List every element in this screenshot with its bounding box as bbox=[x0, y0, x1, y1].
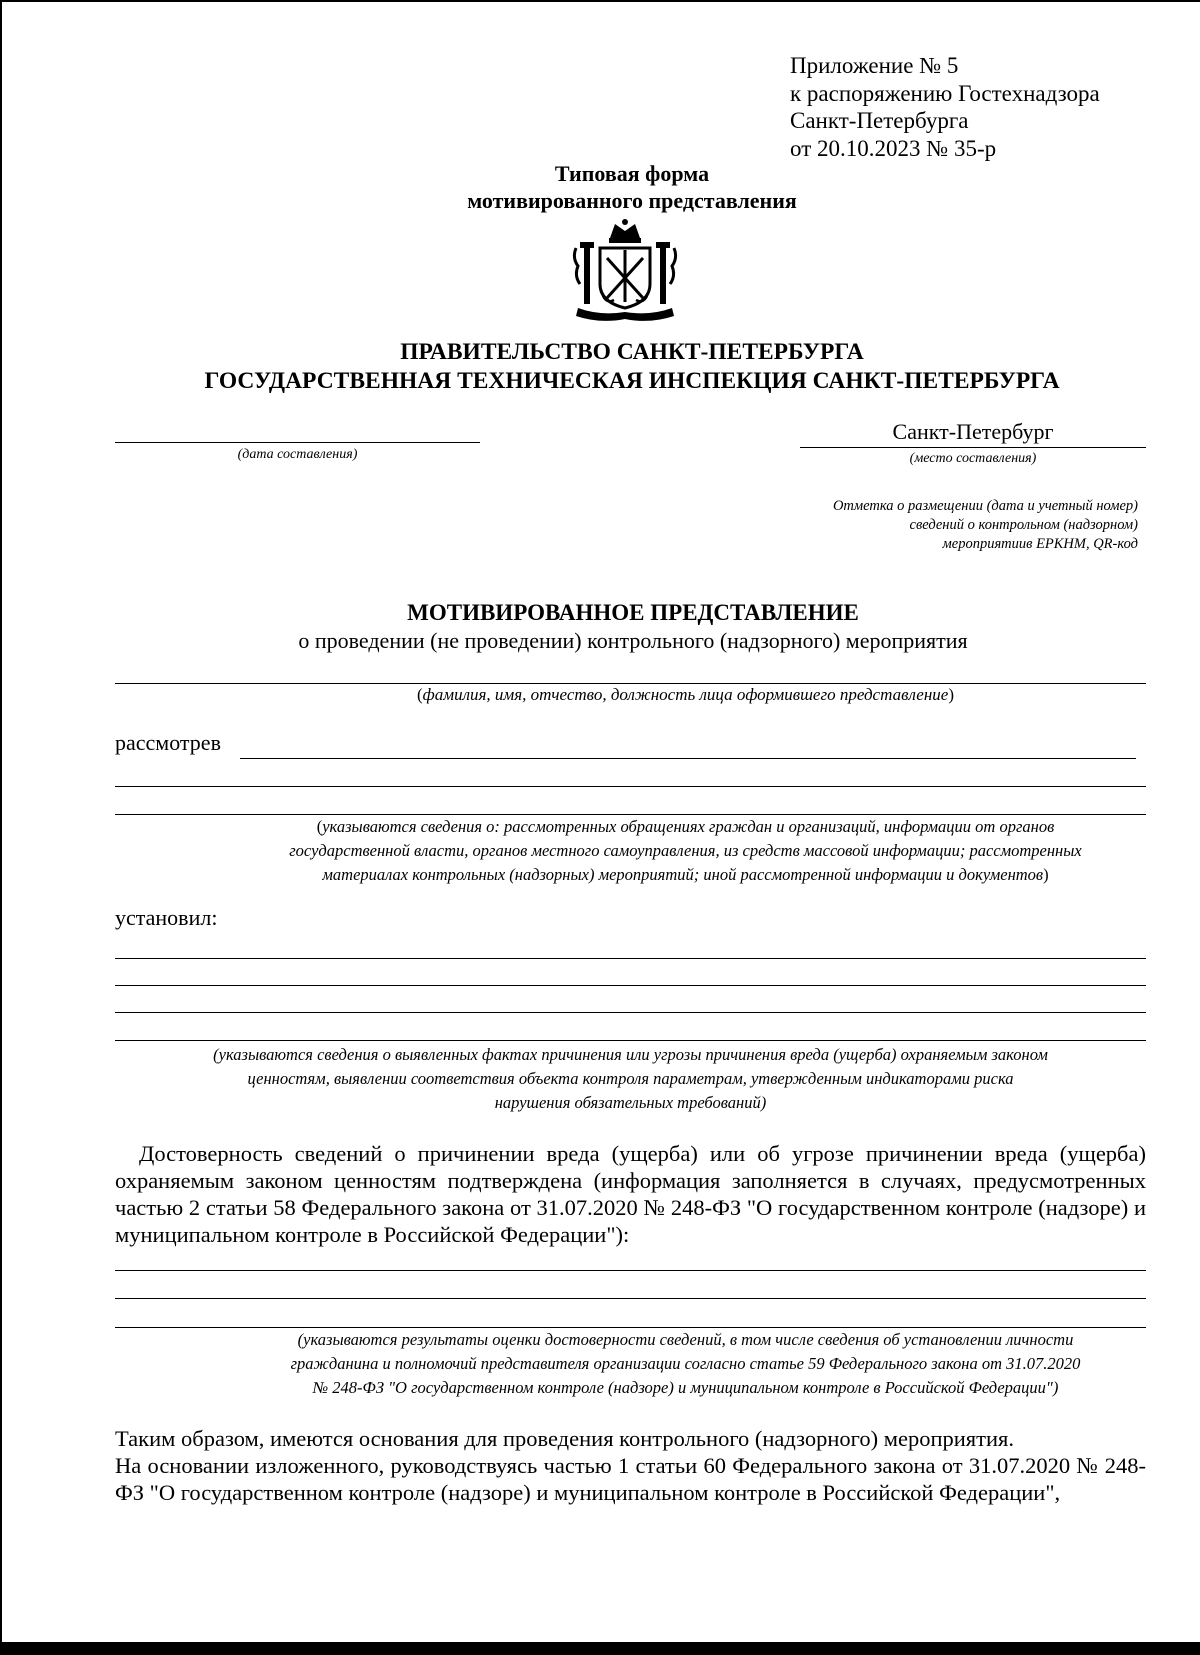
considered-caption bbox=[115, 815, 1200, 887]
author-caption-open: ( bbox=[416, 685, 423, 704]
considered-caption-line bbox=[115, 863, 1200, 887]
erknm-note-line: сведений о контрольном (надзорном) bbox=[909, 517, 1138, 533]
author-caption bbox=[115, 683, 1200, 707]
appendix-line: Приложение № 5 bbox=[790, 53, 959, 78]
coat-of-arms-emblem bbox=[570, 218, 680, 324]
reliability-caption-line: гражданина и полномочий представителя организации согласно статье 59 Федерального закона от 31.07.2020 bbox=[290, 1354, 1081, 1373]
considered-label: рассмотрев bbox=[115, 730, 221, 755]
established-caption bbox=[115, 1043, 1146, 1115]
appendix-line: к распоряжению Гостехнадзора bbox=[790, 80, 1100, 106]
conclusion-line: Таким образом, имеются основания для проведения контрольного (надзорного) мероприятия. bbox=[115, 1426, 1014, 1451]
document-title: МОТИВИРОВАННОЕ ПРЕДСТАВЛЕНИЕ bbox=[407, 600, 859, 625]
erknm-note bbox=[833, 497, 1138, 554]
established-field-line bbox=[115, 985, 1146, 986]
place-caption: (место составления) bbox=[909, 451, 1037, 466]
basis-paragraph: На основании изложенного, руководствуясь частью 1 статьи 60 Федерального закона от 31.07.2020 № 248-ФЗ "О государственном контроле (надзоре) и муниципальном контроле в Российской Федерации", bbox=[115, 1453, 1146, 1505]
established-caption-line: нарушения обязательных требований) bbox=[494, 1093, 767, 1112]
reliability-paragraph: Достоверность сведений о причинении вреда (ущерба) или об угрозе причинении вреда (ущерба) охраняемым законом ценностям подтверждена (информация заполняется в случаях, предусмотренных частью 2 статьи 58 Федерального закона от 31.07.2020 № 248-ФЗ "О государственном контроле (надзоре) и муниципальном контроле в Российской Федерации"): bbox=[115, 1141, 1146, 1247]
reliability-caption-line: № 248-ФЗ "О государственном контроле (надзоре) и муниципальном контроле в Российской Федерации") bbox=[312, 1378, 1059, 1397]
appendix-line: от 20.10.2023 № 35-р bbox=[790, 135, 997, 161]
government-line: ГОСУДАРСТВЕННАЯ ТЕХНИЧЕСКАЯ ИНСПЕКЦИЯ САНКТ-ПЕТЕРБУРГА bbox=[204, 368, 1060, 394]
reliability-caption-line: (указываются результаты оценки достоверности сведений, в том числе сведения об установлении личности bbox=[297, 1330, 1074, 1349]
considered-caption-line: государственной власти, органов местного самоуправления, из средств массовой информации; рассмотренных bbox=[289, 841, 1082, 860]
scan-border-bottom bbox=[0, 1642, 1200, 1655]
established-caption-line: (указываются сведения о выявленных фактах причинения или угрозы причинения вреда (ущерба) охраняемым законом bbox=[213, 1045, 1048, 1064]
date-field-line bbox=[115, 442, 480, 443]
established-field-line bbox=[115, 1012, 1146, 1013]
author-caption-text: фамилия, имя, отчество, должность лица оформившего представление bbox=[422, 685, 949, 704]
scan-border-left bbox=[0, 0, 2, 1655]
reliability-caption bbox=[115, 1328, 1200, 1400]
form-title bbox=[0, 160, 1200, 214]
form-title-line: мотивированного представления bbox=[467, 188, 797, 213]
erknm-note-line: мероприятиив ЕРКНМ, QR-код bbox=[942, 536, 1138, 552]
date-caption: (дата составления) bbox=[237, 447, 358, 462]
reliability-field-line bbox=[115, 1270, 1146, 1271]
erknm-note-line: Отметка о размещении (дата и учетный номер) bbox=[832, 498, 1138, 514]
considered-caption-line bbox=[115, 815, 1200, 839]
considered-caption-text: указываются сведения о: рассмотренных обращениях граждан и организаций, информации от органов bbox=[322, 817, 1055, 836]
established-label: установил: bbox=[115, 905, 218, 930]
considered-caption-open: ( bbox=[316, 817, 323, 836]
reliability-field-line bbox=[115, 1298, 1146, 1299]
appendix-line: Санкт-Петербурга bbox=[790, 108, 969, 133]
form-title-line: Типовая форма bbox=[554, 161, 710, 186]
document-subtitle: о проведении (не проведении) контрольного (надзорного) мероприятия bbox=[298, 628, 968, 653]
considered-field-line bbox=[240, 758, 1136, 759]
place-value: Санкт-Петербург bbox=[892, 419, 1054, 444]
government-line: ПРАВИТЕЛЬСТВО САНКТ-ПЕТЕРБУРГА bbox=[400, 339, 864, 365]
government-heading bbox=[0, 338, 1200, 396]
considered-caption-text: материалах контрольных (надзорных) мероприятий; иной рассмотренной информации и документов bbox=[322, 865, 1044, 884]
place-field-line bbox=[800, 447, 1146, 448]
established-caption-line: ценностям, выявлении соответствия объекта контроля параметрам, утвержденным индикаторами риска bbox=[247, 1069, 1014, 1088]
author-caption-close: ) bbox=[948, 685, 954, 704]
scan-border-top bbox=[0, 0, 1200, 2]
considered-field-line bbox=[115, 786, 1146, 787]
established-field-line bbox=[115, 1040, 1146, 1041]
considered-caption-close: ) bbox=[1043, 865, 1049, 884]
established-field-line bbox=[115, 958, 1146, 959]
appendix-block bbox=[790, 52, 1100, 162]
